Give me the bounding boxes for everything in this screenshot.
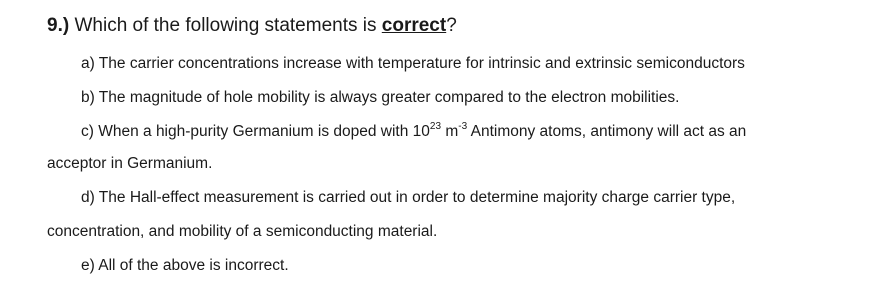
option-d-line1: d) The Hall-effect measurement is carried out in order to determine majority charge carrier type, [81,189,736,206]
option-c-text-1: c) When a high-purity Germanium is doped with 10 [81,123,430,140]
question-emphasis: correct [381,15,447,36]
question-number: 9.) [47,15,70,36]
option-d-line2: concentration, and mobility of a semiconducting material. [47,223,438,240]
option-c-exponent-23: 23 [429,120,442,132]
option-b: b) The magnitude of hole mobility is always greater compared to the electron mobilities. [81,89,680,106]
option-c-line2: acceptor in Germanium. [47,155,213,172]
question-text: Which of the following statements is [69,15,382,36]
option-c-exponent-neg3: -3 [458,120,468,132]
option-c-text-2: m [441,123,459,140]
option-c-line1 [81,122,746,142]
question-heading [47,14,457,38]
option-e: e) All of the above is incorrect. [81,257,289,274]
option-c-text-3: Antimony atoms, antimony will act as an [467,123,747,140]
option-a: a) The carrier concentrations increase with temperature for intrinsic and extrinsic semiconductors [81,55,745,72]
question-mark: ? [446,15,457,36]
